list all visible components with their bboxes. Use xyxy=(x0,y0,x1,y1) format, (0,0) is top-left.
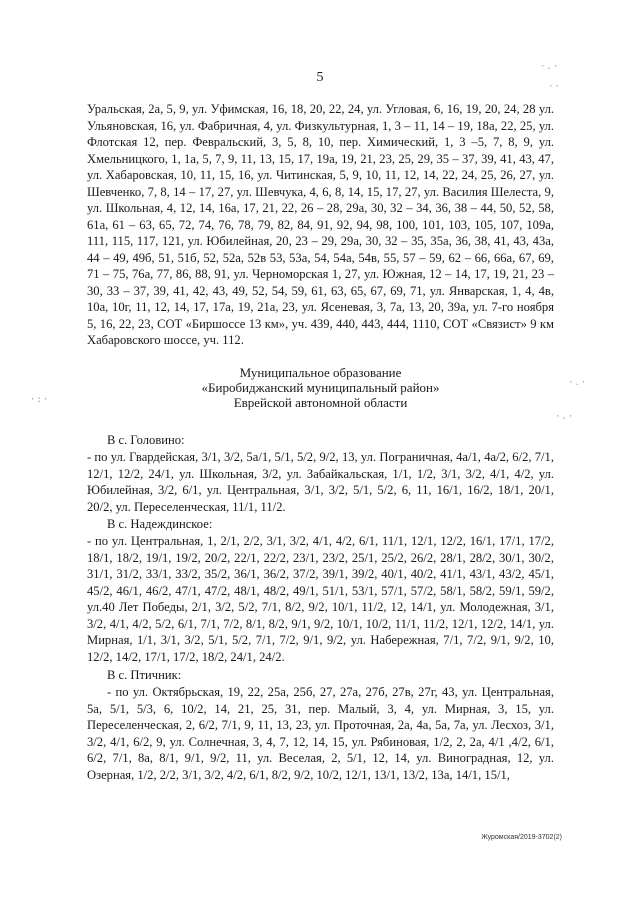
village-streets-golovino: - по ул. Гвардейская, 3/1, 3/2, 5а/1, 5/1, 5/2, 9/2, 13, ул. Пограничная, 4а/1, 4а/2, 6/2, 7/1, 12/1, 12/2, 24/1, ул. Школьная, 3/2, ул. Забайкальская, 1/1, 1/2, 3/1, 3/2, 4/1, 4/2, ул. Юбилейная, 3/2, 6/1, ул. Центральная, 3/1, 3/2, 5/1, 5/2, 6, 11, 16/1, 16/2, 18/1, 20/1, 20/2, ул. Переселенческая, 11/1, 11/2. xyxy=(87,450,554,514)
village-title-golovino: В с. Головино: xyxy=(107,433,185,447)
village-title-ptichnik: В с. Птичник: xyxy=(107,668,182,682)
scan-noise: ·.· xyxy=(540,62,560,72)
village-streets-nadezhdinskoe: - по ул. Центральная, 1, 2/1, 2/2, 3/1, 3/2, 4/1, 4/2, 6/1, 11/1, 12/1, 12/2, 16/1, 17/1, 17/2, 18/1, 18/2, 19/1, 19/2, 20/2, 22/1, 22/2, 23/1, 23/2, 25/1, 25/2, 26/2, 28/1, 28/2, 30/1, 30/2, 31/1, 31/2, 33/1, 33/2, 35/2, 36/1, 36/2, 37/2, 39/1, 39/2, 40/1, 40/2, 41/1, 43/1, 43/2, 45/1, 45/2, 46/1, 46/2, 47/1, 47/2, 48/1, 48/2, 49/1, 51/1, 53/1, 57/1, 57/2, 58/1, 58/2, 59/1, 59/2, ул.40 Лет Победы, 2/1, 3/2, 5/2, 7/1, 8/2, 9/2, 10/1, 11/2, 12, 14/1, ул. Молодежная, 3/1, 3/2, 4/1, 4/2, 5/2, 6/1, 7/1, 7/2, 8/1, 8/2, 9/1, 9/2, 10/1, 10/2, 11/1, 11/2, 12/1, 12/2, 14/1, ул. Мирная, 1/1, 3/1, 3/2, 5/1, 5/2, 7/1, 7/2, 9/1, 9/2, ул. Набережная, 7/1, 7/2, 9/1, 9/2, 10, 12/2, 14/2, 17/1, 17/2, 18/2, 24/1, 24/2. xyxy=(87,534,554,664)
village-title-nadezhdinskoe: В с. Надеждинское: xyxy=(107,517,213,531)
heading-line-3: Еврейской автономной области xyxy=(233,395,408,410)
heading-line-2: «Биробиджанский муниципальный район» xyxy=(201,380,440,395)
heading-line-1: Муниципальное образование xyxy=(239,365,402,380)
scan-noise: ·.· xyxy=(568,378,588,388)
scan-noise: ·· xyxy=(548,82,561,92)
document-footer-code: Журомская/2019-3702(2) xyxy=(481,834,562,841)
scan-noise: ·.· xyxy=(555,412,575,422)
village-streets-ptichnik: - по ул. Октябрьская, 19, 22, 25а, 25б, 27, 27а, 27б, 27в, 27г, 43, ул. Центральная, 5а, 5/1, 5/3, 6, 10/2, 14, 21, 25, 31, пер. Малый, 3, 4, ул. Мирная, 3, 15, ул. Переселенческая, 2, 6/2, 7/1, 9, 11, 13, 23, ул. Проточная, 2а, 4а, 5а, 7а, ул. Лесхоз, 3/1, 3/2, 4/1, 6/2, 9, ул. Солнечная, 3, 4, 7, 12, 14, 15, ул. Рябиновая, 1/2, 2, 2а, 4/1 ,4/2, 6/1, 6/2, 7/1, 8а, 8/1, 9/1, 9/2, 11, ул. Веселая, 2, 5/1, 12, 14, ул. Виноградная, 12, ул. Озерная, 1/2, 2/2, 3/1, 3/2, 4/2, 6/1, 8/2, 9/2, 10/2, 12/1, 13/1, 13/2, 13а, 14/1, 15/1, xyxy=(87,685,554,782)
page-number: 5 xyxy=(316,70,324,85)
scan-noise: ·:· xyxy=(30,395,50,405)
municipality-heading xyxy=(87,365,554,410)
street-list-paragraph: Уральская, 2а, 5, 9, ул. Уфимская, 16, 18, 20, 22, 24, ул. Угловая, 6, 16, 19, 20, 24, 28 ул. Ульяновская, 16, ул. Фабричная, 4, ул. Физкультурная, 1, 3 – 11, 14 – 19, 18а, 22, 25, ул. Флотская 12, пер. Февральский, 3, 5, 8, 10, пер. Химический, 1, 3 –5, 7, 8, 9, ул. Хмельницкого, 1, 1а, 5, 7, 9, 11, 13, 15, 17, 19а, 19, 21, 23, 25, 29, 35 – 37, 39, 41, 43, 47, ул. Хабаровская, 10, 11, 15, 16, ул. Читинская, 5, 9, 10, 11, 12, 14, 22, 24, 25, 26, 27, ул. Шевченко, 7, 8, 14 – 17, 27, ул. Шевчука, 4, 6, 8, 14, 15, 17, 27, ул. Василия Шелеста, 9, ул. Школьная, 4, 12, 14, 16а, 17, 21, 22, 26 – 28, 29а, 30, 32 – 34, 36, 38 – 44, 50, 52, 58, 61а, 61 – 63, 65, 72, 74, 76, 78, 79, 82, 84, 91, 92, 94, 98, 100, 101, 103, 105, 107, 109а, 111, 115, 117, 121, ул. Юбилейная, 20, 23 – 29, 29а, 30, 32 – 35, 35а, 36, 38, 41, 43, 43а, 44 – 49, 49б, 51, 51б, 52, 52а, 52в 53, 53а, 54, 54а, 54в, 55, 57 – 59, 62 – 66, 66а, 67, 69, 71 – 75, 76а, 77, 86, 88, 91, ул. Черноморская 1, 27, ул. Южная, 12 – 14, 17, 19, 21, 23 – 30, 33 – 37, 39, 41, 42, 43, 49, 52, 54, 59, 61, 63, 65, 67, 69, 71, ул. Январская, 1, 4, 4в, 10а, 10г, 11, 12, 14, 17, 17а, 19, 21а, 23, ул. Ясеневая, 3, 7а, 13, 20, 39а, ул. 7-го ноября 5, 16, 22, 23, СОТ «Биршоссе 13 км», уч. 439, 440, 443, 444, 1110, СОТ «Связист» 9 км Хабаровского шоссе, уч. 112. xyxy=(87,102,554,347)
